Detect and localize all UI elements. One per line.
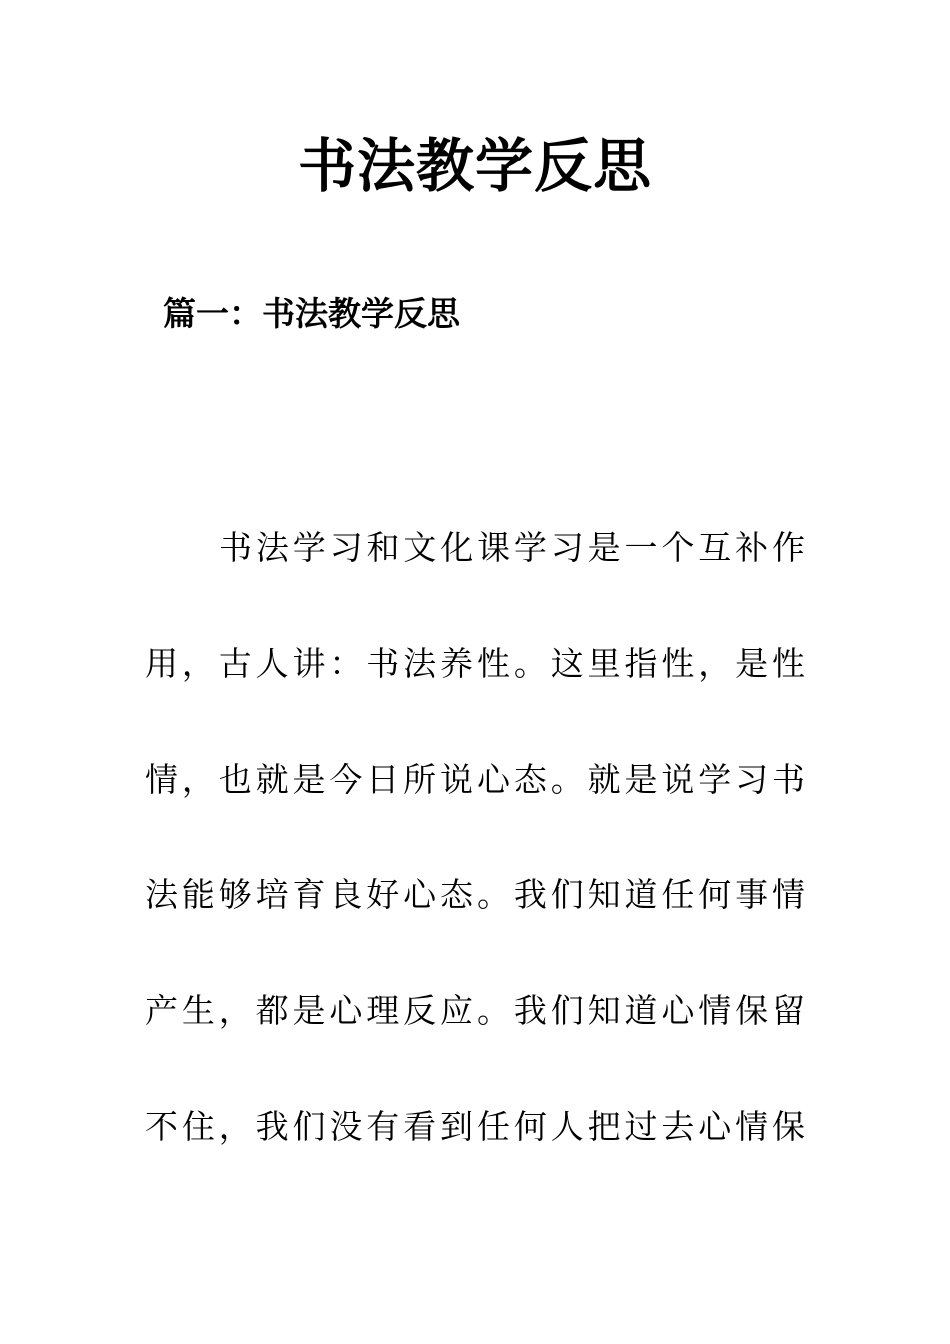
- paragraph-line: 用，古人讲：书法养性。这里指性，是性: [145, 644, 805, 683]
- paragraph-line: 情，也就是今日所说心态。就是说学习书: [145, 760, 805, 799]
- paragraph-line: 不住，我们没有看到任何人把过去心情保: [145, 1107, 805, 1146]
- section-heading: 篇一：书法教学反思: [163, 294, 460, 333]
- paragraph-line: 法能够培育良好心态。我们知道任何事情: [145, 875, 805, 914]
- paragraph-line: 书法学习和文化课学习是一个互补作: [219, 528, 805, 567]
- document-title: 书法教学反思: [297, 132, 652, 200]
- paragraph-line: 产生，都是心理反应。我们知道心情保留: [145, 991, 805, 1030]
